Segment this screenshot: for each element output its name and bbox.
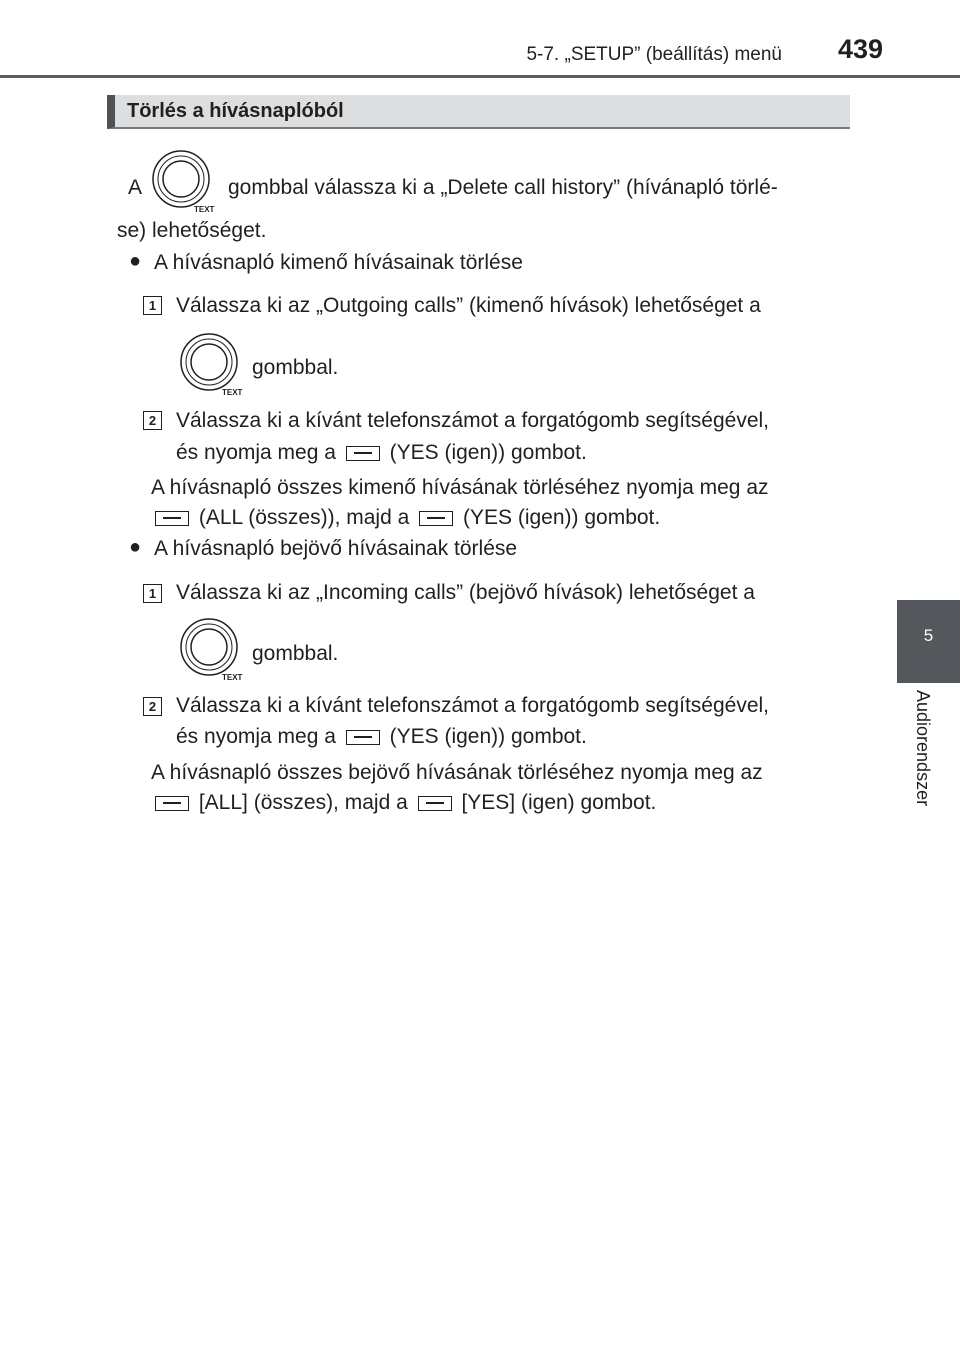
button-icon bbox=[346, 730, 380, 745]
outgoing-note-line2: (ALL (összes)), majd a (YES (igen)) gombot. bbox=[151, 505, 660, 531]
incoming-step2-line2: és nyomja meg a (YES (igen)) gombot. bbox=[176, 725, 587, 748]
outgoing-note-line1: A hívásnapló összes kimenő hívásának törléséhez nyomja meg az bbox=[151, 476, 769, 499]
intro-prefix: A bbox=[128, 176, 143, 199]
incoming-step1-text: Válassza ki az „Incoming calls” (bejövő hívások) lehetőséget a bbox=[176, 581, 755, 604]
button-icon bbox=[346, 446, 380, 461]
incoming-step1-cont: gombbal. bbox=[252, 642, 339, 665]
chapter-number: 5 bbox=[923, 626, 934, 645]
chapter-tab bbox=[897, 600, 960, 683]
step-number-2: 2 bbox=[143, 411, 162, 430]
knob-icon bbox=[178, 333, 248, 397]
svg-text:TEXT: TEXT bbox=[194, 205, 215, 214]
svg-text:TEXT: TEXT bbox=[222, 673, 243, 682]
outgoing-step2-line2: és nyomja meg a (YES (igen)) gombot. bbox=[176, 441, 587, 464]
incoming-heading: A hívásnapló bejövő hívásainak törlése bbox=[154, 537, 518, 560]
header-rule bbox=[0, 75, 960, 78]
outgoing-heading: A hívásnapló kimenő hívásainak törlése bbox=[154, 251, 523, 274]
step-number-1: 1 bbox=[143, 296, 162, 315]
button-icon bbox=[418, 796, 452, 811]
running-header: 5-7. „SETUP” (beállítás) menü bbox=[526, 44, 782, 65]
intro-line-1: gombbal válassza ki a „Delete call history” (hívánapló törlé- bbox=[228, 176, 778, 199]
incoming-step2-line1: Válassza ki a kívánt telefonszámot a forgatógomb segítségével, bbox=[176, 694, 769, 717]
incoming-note-line1: A hívásnapló összes bejövő hívásának törléséhez nyomja meg az bbox=[151, 761, 763, 784]
knob-icon bbox=[150, 150, 220, 214]
incoming-note-line2: [ALL] (összes), majd a [YES] (igen) gombot. bbox=[151, 790, 656, 816]
intro-line-2: se) lehetőséget. bbox=[117, 219, 267, 242]
page-number: 439 bbox=[837, 34, 883, 64]
bullet-icon: ● bbox=[129, 250, 142, 272]
button-icon bbox=[419, 511, 453, 526]
svg-text:TEXT: TEXT bbox=[222, 388, 243, 397]
knob-icon bbox=[178, 618, 248, 682]
step-number-2: 2 bbox=[143, 697, 162, 716]
bullet-icon: ● bbox=[129, 536, 142, 558]
step-number-1: 1 bbox=[143, 584, 162, 603]
chapter-label: Audiorendszer bbox=[913, 690, 933, 807]
outgoing-step1-cont: gombbal. bbox=[252, 356, 339, 379]
section-title-bar bbox=[107, 95, 850, 129]
outgoing-step1-text: Válassza ki az „Outgoing calls” (kimenő hívások) lehetőséget a bbox=[176, 294, 761, 317]
button-icon bbox=[155, 511, 189, 526]
outgoing-step2-line1: Válassza ki a kívánt telefonszámot a forgatógomb segítségével, bbox=[176, 409, 769, 432]
section-title: Törlés a hívásnaplóból bbox=[127, 100, 344, 122]
button-icon bbox=[155, 796, 189, 811]
